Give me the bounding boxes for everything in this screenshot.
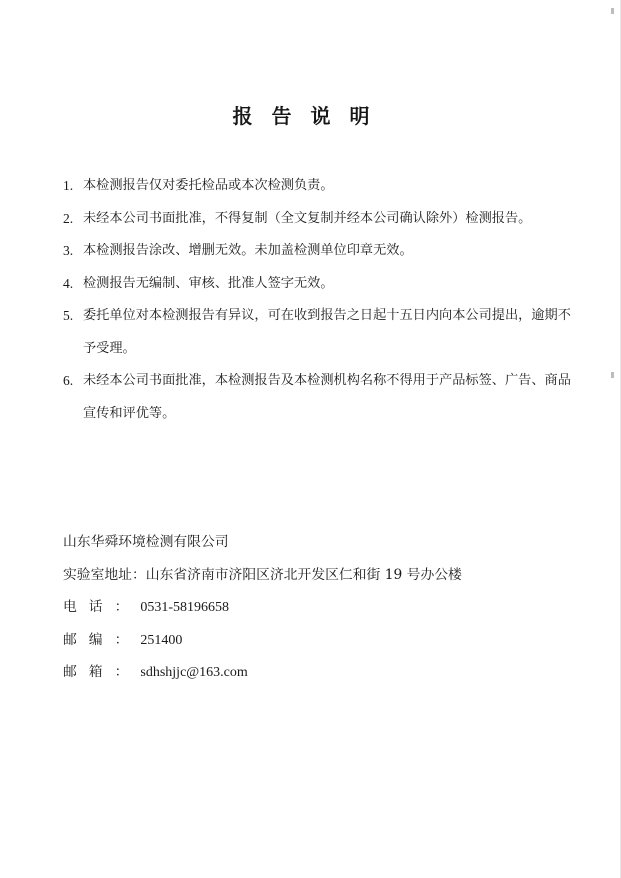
address-label: 实验室地址： [63, 566, 146, 583]
postcode-value: 251400 [140, 632, 183, 648]
note-item [63, 300, 573, 365]
page-title: 报告说明 [232, 104, 389, 128]
note-number: 4. [63, 275, 74, 291]
contact-block [63, 526, 583, 689]
email-line [63, 656, 583, 689]
note-number: 5. [63, 308, 74, 323]
postcode-line [63, 624, 583, 657]
note-item [63, 235, 573, 268]
company-name: 山东华舜环境检测有限公司 [63, 534, 229, 550]
note-text: 未经本公司书面批准，不得复制（全文复制并经本公司确认除外）检测报告。 [83, 210, 532, 226]
note-item [63, 203, 573, 236]
scan-edge-mark [611, 372, 614, 378]
email-value: sdhshjjc@163.com [140, 665, 248, 681]
phone-label: 电话： [63, 599, 141, 616]
phone-value: 0531-58196658 [140, 600, 230, 616]
note-number: 1. [63, 178, 74, 193]
note-number: 6. [63, 373, 74, 388]
note-text: 检测报告无编制、审核、批准人签字无效。 [83, 275, 334, 291]
note-item [63, 170, 573, 203]
note-text: 本检测报告涂改、增删无效。未加盖检测单位印章无效。 [83, 243, 413, 258]
note-text: 本检测报告仅对委托检品或本次检测负责。 [83, 178, 334, 193]
notes-list [63, 170, 573, 430]
note-item [63, 365, 573, 430]
note-item [63, 268, 573, 301]
note-number: 3. [63, 243, 74, 258]
phone-line [63, 591, 583, 624]
note-text: 未经本公司书面批准，本检测报告及本检测机构名称不得用于产品标签、广告、商品宣传和评优等。 [83, 373, 571, 421]
note-number: 2. [63, 210, 74, 226]
email-label: 邮箱： [63, 664, 141, 681]
address-line [63, 559, 583, 592]
postcode-label: 邮编： [63, 631, 141, 648]
address-value: 山东省济南市济阳区济北开发区仁和街 19 号办公楼 [145, 566, 462, 583]
scan-edge-mark [611, 8, 614, 14]
note-text: 委托单位对本检测报告有异议，可在收到报告之日起十五日内向本公司提出，逾期不予受理。 [83, 308, 571, 356]
